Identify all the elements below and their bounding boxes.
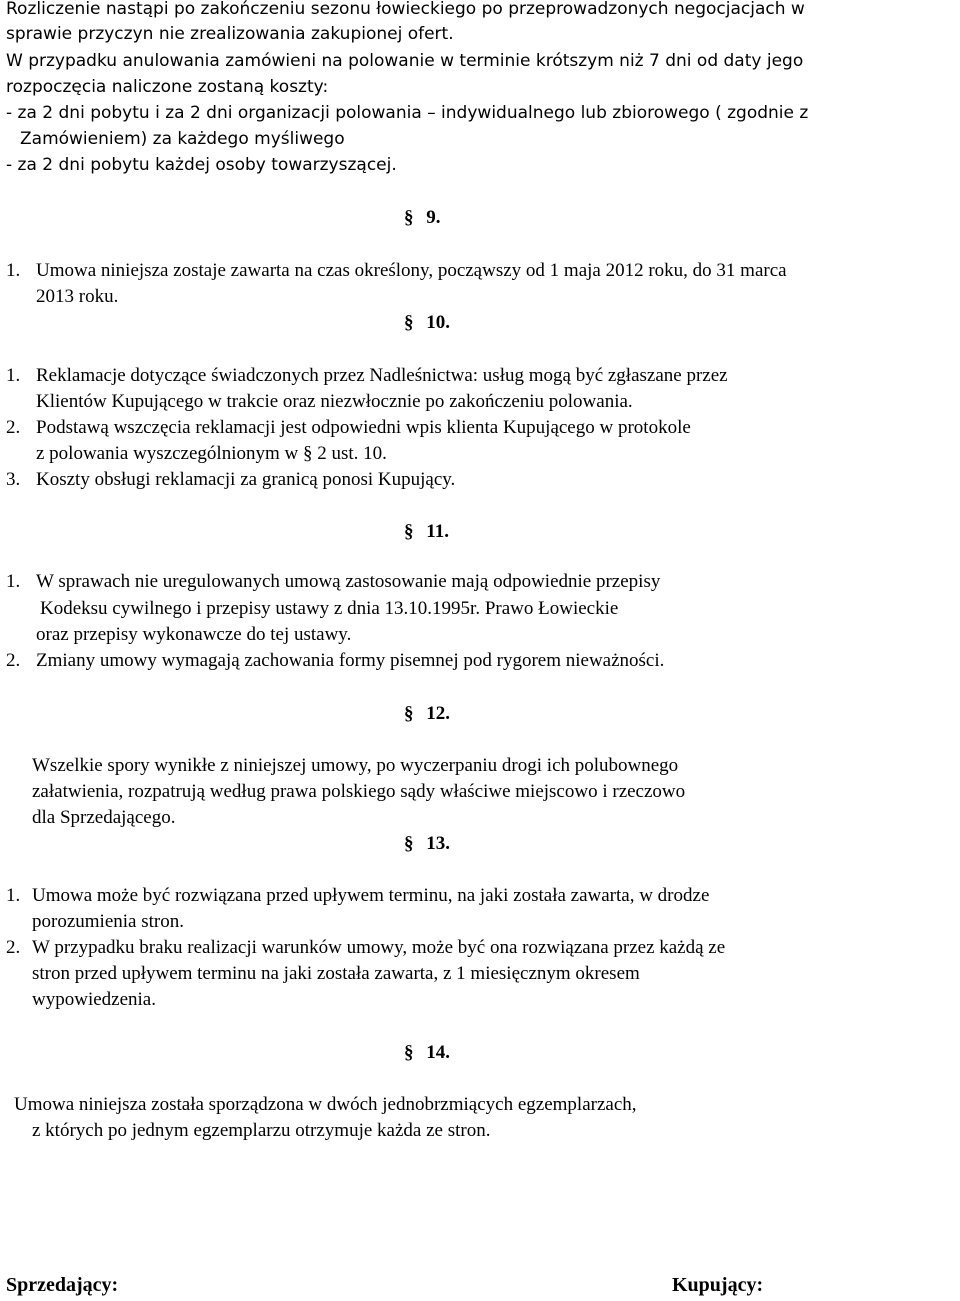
- buyer-signature-label: Kupujący:: [672, 1274, 764, 1296]
- paragraph-sign: §: [404, 703, 414, 724]
- section-number: 10.: [426, 312, 450, 333]
- section-number: 12.: [426, 703, 450, 724]
- section-heading: [404, 701, 450, 727]
- list-item-text-part: 2 ust. 10.: [312, 443, 387, 464]
- list-item-text: 2013 roku.: [36, 286, 119, 307]
- section-number: 14.: [426, 1042, 450, 1063]
- list-item-number: 1.: [6, 571, 21, 592]
- paragraph-sign: §: [404, 312, 414, 333]
- list-item-number: 1.: [6, 365, 21, 386]
- section-heading: [404, 831, 450, 857]
- paragraph-sign: §: [404, 1042, 414, 1063]
- intro-line: - za 2 dni pobytu i za 2 dni organizacji polowania – indywidualnego lub zbiorowego ( zgodnie z: [6, 103, 809, 123]
- list-item-text: Umowa niniejsza zostaje zawarta na czas określony, począwszy od 1 maja 2012 roku, do 31 marca: [36, 260, 787, 281]
- paragraph-line: załatwienia, rozpatrują według prawa polskiego sądy właściwe miejscowo i rzeczowo: [32, 781, 686, 802]
- paragraph-sign: §: [302, 443, 313, 464]
- intro-line: rozpoczęcia naliczone zostaną koszty:: [6, 77, 329, 97]
- list-item-number: 3.: [6, 469, 21, 490]
- section-heading: [404, 1040, 450, 1066]
- list-item-number: 1.: [6, 885, 21, 906]
- list-item-text: [36, 441, 387, 467]
- list-item-text: Umowa może być rozwiązana przed upływem terminu, na jaki została zawarta, w drodze: [32, 885, 710, 906]
- list-item-text: Koszty obsługi reklamacji za granicą ponosi Kupujący.: [36, 469, 456, 490]
- list-item-text: oraz przepisy wykonawcze do tej ustawy.: [36, 624, 352, 645]
- section-heading: [404, 310, 450, 336]
- list-item-text: W przypadku braku realizacji warunków umowy, może być ona rozwiązana przez każdą ze: [32, 937, 726, 958]
- paragraph-sign: §: [404, 521, 414, 542]
- section-heading: [404, 519, 449, 545]
- intro-line: W przypadku anulowania zamówieni na polowanie w terminie krótszym niż 7 dni od daty jego: [6, 51, 804, 71]
- list-item-text: Reklamacje dotyczące świadczonych przez Nadleśnictwa: usług mogą być zgłaszane przez: [36, 365, 728, 386]
- section-heading: [404, 205, 441, 231]
- paragraph-sign: §: [404, 833, 414, 854]
- list-item-number: 2.: [6, 937, 21, 958]
- section-number: 13.: [426, 833, 450, 854]
- list-item-number: 2.: [6, 417, 21, 438]
- paragraph-line: Umowa niniejsza została sporządzona w dwóch jednobrzmiących egzemplarzach,: [14, 1094, 637, 1115]
- list-item-text: W sprawach nie uregulowanych umową zastosowanie mają odpowiednie przepisy: [36, 571, 661, 592]
- list-item-text: Podstawą wszczęcia reklamacji jest odpowiedni wpis klienta Kupującego w protokole: [36, 417, 691, 438]
- list-item-number: 1.: [6, 260, 21, 281]
- intro-line: - za 2 dni pobytu każdej osoby towarzyszącej.: [6, 155, 397, 175]
- list-item-number: 2.: [6, 650, 21, 671]
- list-item-text: stron przed upływem terminu na jaki została zawarta, z 1 miesięcznym okresem: [32, 963, 640, 984]
- section-number: 9.: [426, 207, 441, 228]
- seller-signature-label: Sprzedający:: [6, 1274, 119, 1296]
- list-item-text: Kodeksu cywilnego i przepisy ustawy z dnia 13.10.1995r. Prawo Łowieckie: [40, 598, 619, 619]
- intro-line: Zamówieniem) za każdego myśliwego: [20, 129, 345, 149]
- list-item-text: Klientów Kupującego w trakcie oraz niezwłocznie po zakończeniu polowania.: [36, 391, 633, 412]
- paragraph-sign: §: [404, 207, 414, 228]
- list-item-text: Zmiany umowy wymagają zachowania formy pisemnej pod rygorem nieważności.: [36, 650, 665, 671]
- paragraph-line: z których po jednym egzemplarzu otrzymuje każda ze stron.: [32, 1120, 491, 1141]
- paragraph-line: Wszelkie spory wynikłe z niniejszej umowy, po wyczerpaniu drogi ich polubownego: [32, 755, 679, 776]
- paragraph-line: dla Sprzedającego.: [32, 807, 176, 828]
- list-item-text: porozumienia stron.: [32, 911, 184, 932]
- intro-line: sprawie przyczyn nie zrealizowania zakupionej ofert.: [6, 24, 454, 44]
- list-item-text-part: z polowania wyszczególnionym w: [36, 443, 303, 464]
- section-number: 11.: [426, 521, 449, 542]
- intro-line: Rozliczenie nastąpi po zakończeniu sezonu łowieckiego po przeprowadzonych negocjacjach w: [6, 0, 805, 19]
- list-item-text: wypowiedzenia.: [32, 989, 156, 1010]
